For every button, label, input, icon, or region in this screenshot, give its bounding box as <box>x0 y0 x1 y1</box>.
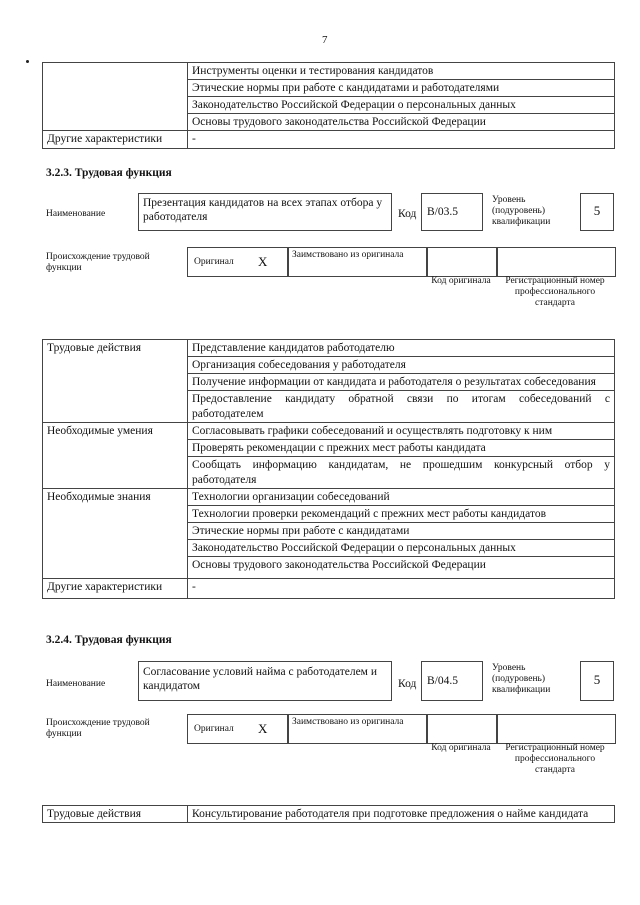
code-label: Код <box>398 678 417 690</box>
table-row: Сообщать информацию кандидатам, не прошедшим конкурсный отбор у работодателя <box>188 457 615 489</box>
table-row: Проверять рекомендации с прежних мест работы кандидата <box>188 440 615 457</box>
level-value: 5 <box>593 672 601 687</box>
code-original-label: Код оригинала <box>431 276 491 286</box>
other-characteristics-label: Другие характеристики <box>43 131 188 149</box>
code-value: B/04.5 <box>427 675 458 687</box>
margin-mark <box>26 60 29 63</box>
original-mark: X <box>258 254 268 269</box>
table-row: Получение информации от кандидата и работодателя о результатах собеседования <box>188 374 615 391</box>
level-label: Уровень (подуровень) квалификации <box>492 663 551 695</box>
reg-number-box <box>496 714 616 744</box>
code-value: B/03.5 <box>427 206 458 218</box>
required-knowledge-label: Необходимые знания <box>43 489 188 579</box>
other-characteristics-value: - <box>188 131 615 149</box>
section-324-table <box>42 805 615 823</box>
other-characteristics-value: - <box>188 579 615 599</box>
labor-actions-label: Трудовые действия <box>43 806 188 823</box>
section-323-table <box>42 339 615 599</box>
page-number: 7 <box>322 34 328 46</box>
section-324-heading: 3.2.4. Трудовая функция <box>46 634 172 646</box>
reg-number-label: Регистрационный номер профессионального стандарта <box>505 743 605 775</box>
labor-actions-label: Трудовые действия <box>43 340 188 423</box>
function-name-box <box>138 193 392 231</box>
level-label: Уровень (подуровень) квалификации <box>492 195 551 227</box>
original-box <box>187 247 289 277</box>
borrowed-label: Заимствовано из оригинала <box>292 250 404 260</box>
top-table-row: Законодательство Российской Федерации о персональных данных <box>188 97 615 114</box>
function-name-box <box>138 661 392 701</box>
top-table-label-cell <box>43 63 188 131</box>
table-row: Согласовывать графики собеседований и осуществлять подготовку к ним <box>188 423 615 440</box>
other-characteristics-label: Другие характеристики <box>43 579 188 599</box>
origin-label: Происхождение трудовой функции <box>46 252 150 273</box>
level-value: 5 <box>593 203 601 218</box>
borrowed-box <box>287 247 428 277</box>
top-table-row: Этические нормы при работе с кандидатами и работодателями <box>188 80 615 97</box>
table-row: Основы трудового законодательства Российской Федерации <box>188 557 615 579</box>
name-label: Наименование <box>46 679 106 689</box>
top-table-row: Инструменты оценки и тестирования кандидатов <box>188 63 615 80</box>
table-row: Предоставление кандидату обратной связи по итогам собеседований с работодателем <box>188 391 615 423</box>
reg-number-box <box>496 247 616 277</box>
level-box <box>580 193 614 231</box>
code-box <box>421 193 483 231</box>
reg-number-label: Регистрационный номер профессионального стандарта <box>505 276 605 308</box>
level-box <box>580 661 614 701</box>
code-label: Код <box>398 208 417 220</box>
table-row: Законодательство Российской Федерации о персональных данных <box>188 540 615 557</box>
borrowed-box <box>287 714 428 744</box>
table-row: Технологии организации собеседований <box>188 489 615 506</box>
section-323-heading: 3.2.3. Трудовая функция <box>46 167 172 179</box>
required-skills-label: Необходимые умения <box>43 423 188 489</box>
original-mark: X <box>258 721 268 736</box>
original-label: Оригинал <box>194 257 234 267</box>
origin-label: Происхождение трудовой функции <box>46 718 150 739</box>
table-row: Технологии проверки рекомендаций с прежних мест работы кандидатов <box>188 506 615 523</box>
name-label: Наименование <box>46 209 106 219</box>
table-row: Консультирование работодателя при подготовке предложения о найме кандидата <box>188 806 615 823</box>
code-original-box <box>426 714 498 744</box>
table-row: Этические нормы при работе с кандидатами <box>188 523 615 540</box>
borrowed-label: Заимствовано из оригинала <box>292 717 404 727</box>
original-label: Оригинал <box>194 724 234 734</box>
table-row: Организация собеседования у работодателя <box>188 357 615 374</box>
function-name: Согласование условий найма с работодателем и кандидатом <box>143 666 377 692</box>
code-original-box <box>426 247 498 277</box>
original-box <box>187 714 289 744</box>
top-table-row: Основы трудового законодательства Российской Федерации <box>188 114 615 131</box>
code-box <box>421 661 483 701</box>
table-row: Представление кандидатов работодателю <box>188 340 615 357</box>
code-original-label: Код оригинала <box>431 743 491 753</box>
function-name: Презентация кандидатов на всех этапах отбора у работодателя <box>143 197 383 223</box>
top-table <box>42 62 615 149</box>
